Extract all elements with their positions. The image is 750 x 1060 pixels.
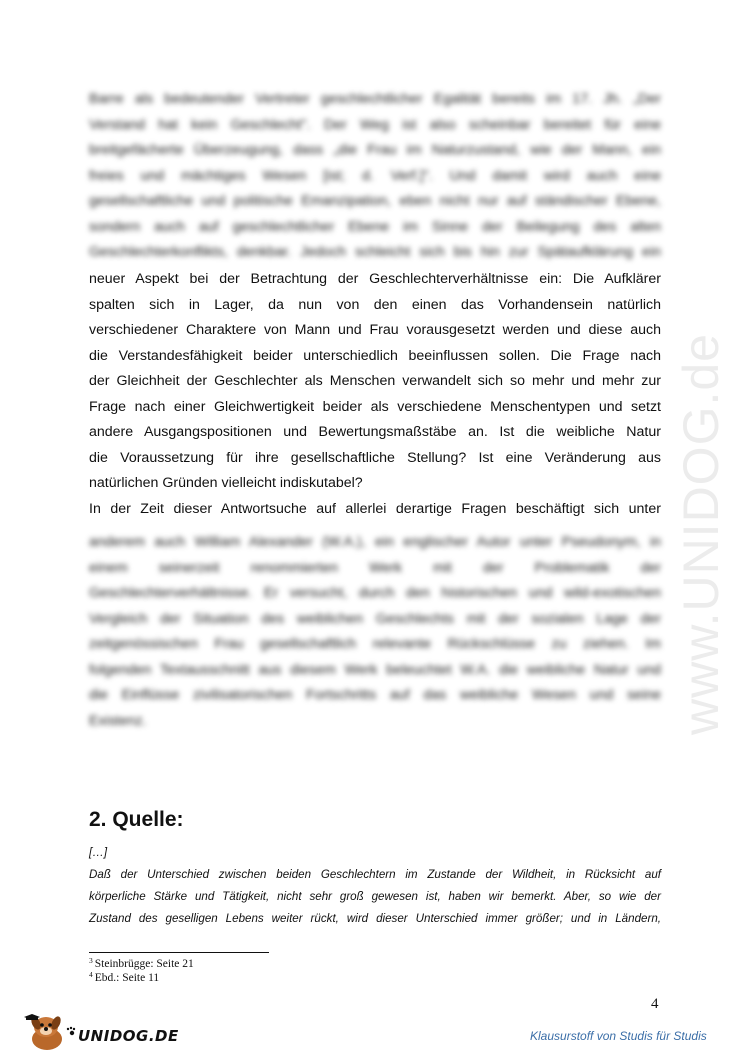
- text-line: Existenz.: [89, 712, 147, 729]
- blurred-paragraph-top: [89, 87, 661, 266]
- quote-ellipsis: […]: [89, 846, 108, 859]
- text-line: Geschlechterkonflikts, denkbar. Jedoch schleicht sich bis hin zur Spätaufklärung ein: [89, 244, 661, 260]
- unidog-logo[interactable]: [22, 1013, 179, 1053]
- text-line: sondern auch auf geschlechtlicher Ebene im Sinne der Beilegung des alten: [89, 218, 661, 235]
- text-line: freies und mächtiges Wesen [ist; d. Verf.]". Und damit wird auch eine: [89, 167, 661, 184]
- footnote: [89, 957, 194, 971]
- tagline: Klausurstoff von Studis für Studis: [530, 1029, 707, 1043]
- text-line: neuer Aspekt bei der Betrachtung der Geschlechterverhältnisse ein: Die Aufklärer: [89, 271, 661, 287]
- footnote-number: 4: [89, 970, 93, 979]
- footnote-text: Ebd.: Seite 11: [94, 972, 160, 984]
- text-line: Vergleich der Situation des weiblichen Geschlechts mit der sozialen Lage der: [89, 610, 661, 627]
- text-line: zeitgenössischen Frau gesellschaftlich relevante Rückschlüsse zu ziehen. Im: [89, 636, 661, 652]
- text-line: natürlichen Gründen vielleicht indiskutabel?: [89, 475, 363, 491]
- footnote: [89, 971, 194, 985]
- page-number: 4: [651, 996, 659, 1012]
- text-line: Geschlechterverhältnisse. Er versucht, durch den historischen und wild-exotischen: [89, 585, 661, 601]
- footnote-divider: [89, 952, 269, 953]
- text-line: der Gleichheit der Geschlechter als Menschen verwandelt sich so mehr und mehr zur: [89, 373, 661, 389]
- text-line: verschiedener Charaktere von Mann und Frau vorausgesetzt werden und diese auch: [89, 322, 661, 338]
- footnote-text: Steinbrügge: Seite 21: [94, 958, 194, 970]
- text-line: die Einflüsse zivilisatorischen Fortschritts auf das weibliche Wesen und seine: [89, 687, 661, 703]
- footnotes: [89, 957, 194, 985]
- watermark: www.UNIDOG.de: [673, 333, 729, 735]
- text-line: Frage nach einer Gleichwertigkeit beider als verschiedene Menschentypen und setzt: [89, 398, 661, 415]
- text-line: anderem auch William Alexander (W.A.), ein englischer Autor unter Pseudonym, in: [89, 534, 661, 550]
- quote-line: körperliche Stärke und Tätigkeit, nicht sehr groß gewesen ist, haben wir bemerkt. Aber, so wie der: [89, 890, 661, 903]
- logo-wordmark: UNIDOG.DE: [78, 1027, 179, 1045]
- text-line: spalten sich in Lager, da nun von den einen das Vorhandensein natürlich: [89, 296, 661, 313]
- text-line: Barre als bedeutender Vertreter geschlechtlicher Egalität bereits im 17. Jh. „Der: [89, 91, 661, 107]
- text-line: Verstand hat kein Geschlecht". Der Weg ist also scheinbar bereitet für eine: [89, 116, 661, 133]
- text-line: die Verstandesfähigkeit beider unterschiedlich beeinflussen sollen. Die Frage nach: [89, 347, 661, 364]
- text-line: breitgefächerte Überzeugung, dass „die Frau im Naturzustand, wie der Mann, ein: [89, 142, 661, 158]
- footnote-number: 3: [89, 956, 93, 965]
- text-line: gesellschaftliche und politische Emanzipation, eben nicht nur auf ständischer Ebene,: [89, 193, 661, 209]
- quote-line: Daß der Unterschied zwischen beiden Geschlechtern im Zustande der Wildheit, in Rücksicht auf: [89, 868, 661, 881]
- text-line: folgenden Textausschnitt aus diesem Werk beleuchtet W.A. die weibliche Natur und: [89, 661, 661, 678]
- section-heading: 2. Quelle:: [89, 808, 184, 831]
- text-line: einem seinerzeit renommierten Werk mit der Problematik der: [89, 559, 661, 576]
- dog-mascot-icon: [22, 1013, 78, 1053]
- source-quote: [89, 842, 661, 930]
- body-paragraph: [89, 267, 661, 522]
- text-line: andere Ausgangspositionen und Bewertungsmaßstäbe an. Ist die weibliche Natur: [89, 424, 661, 440]
- quote-line: Zustand des geselligen Lebens weiter rückt, wird dieser Unterschied immer größer; und in Ländern,: [89, 912, 661, 925]
- text-line: In der Zeit dieser Antwortsuche auf allerlei derartige Fragen beschäftigt sich unter: [89, 500, 661, 517]
- text-line: die Voraussetzung für ihre gesellschaftliche Stellung? Ist eine Veränderung aus: [89, 449, 661, 466]
- blurred-paragraph-bottom: [89, 530, 661, 734]
